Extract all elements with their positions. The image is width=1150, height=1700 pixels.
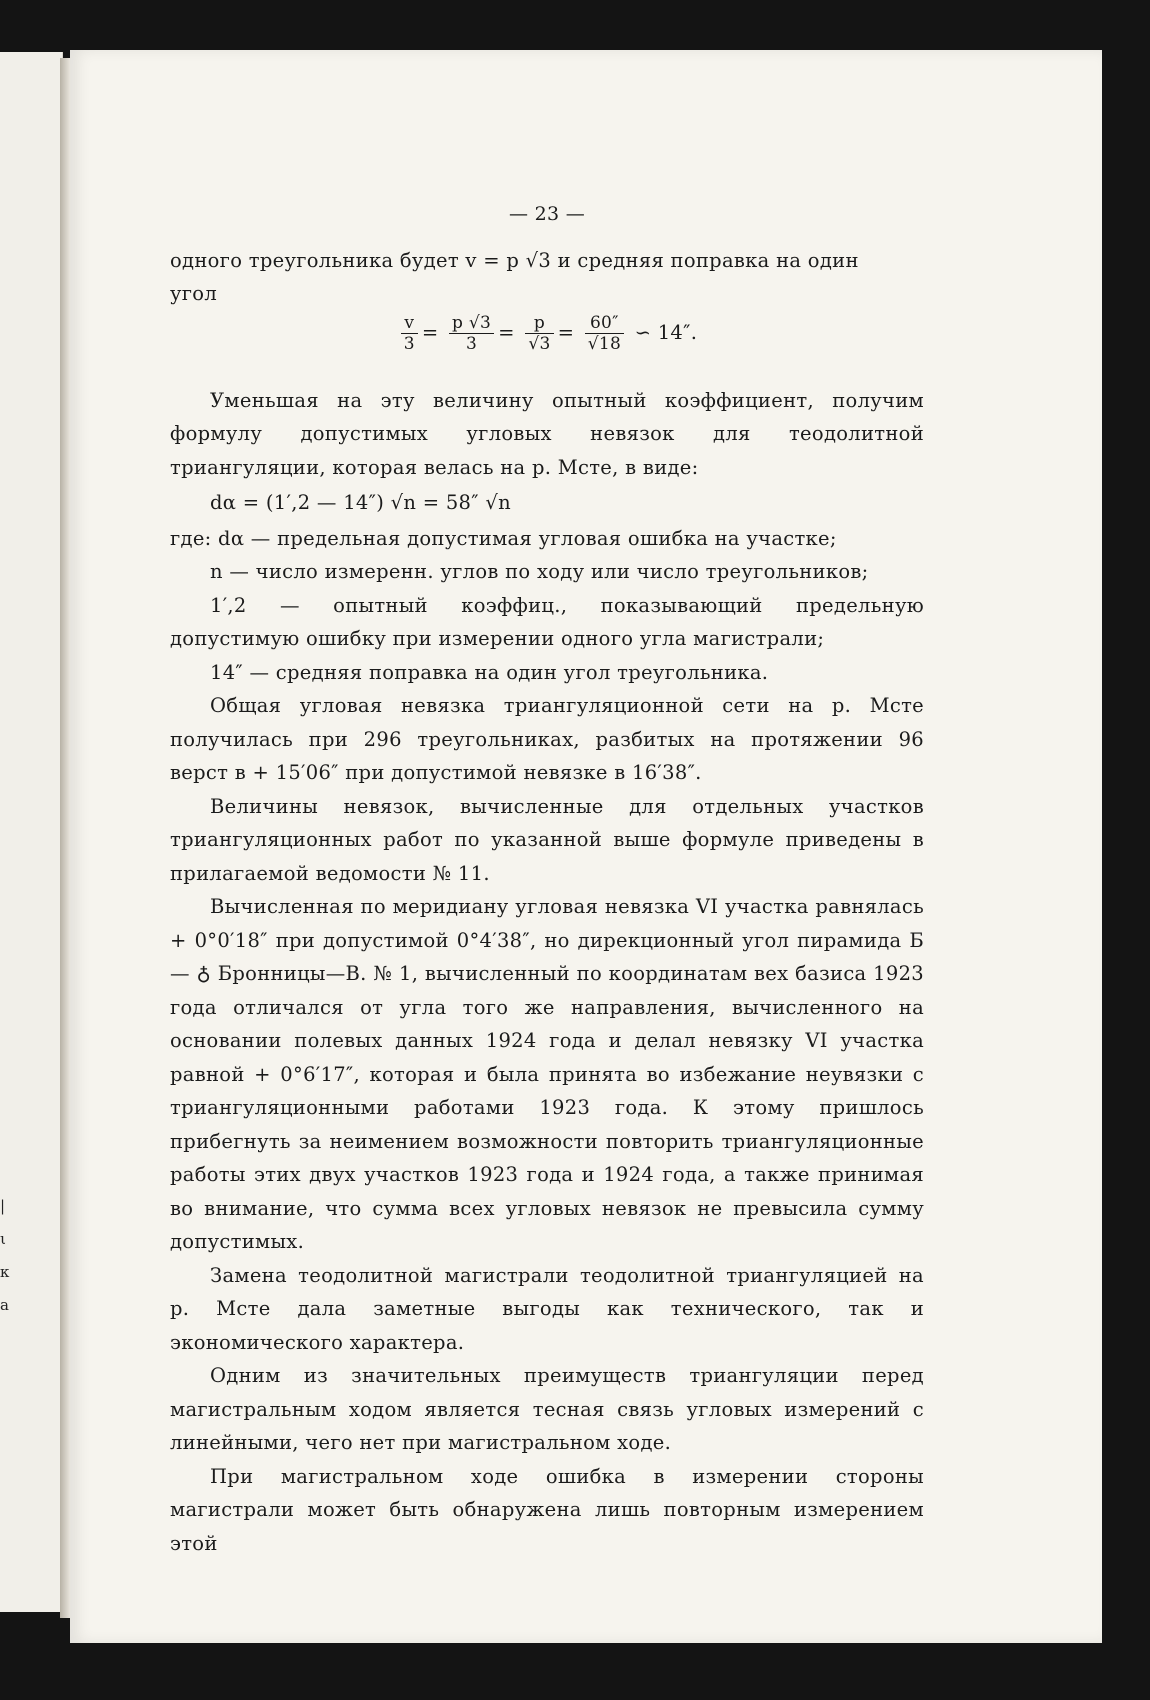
- page-content: [170, 198, 924, 1560]
- facing-page-margin-text: [0, 1190, 20, 1322]
- formula-tolerance: dα = (1′,2 — 14″) √n = 58″ √n: [210, 491, 511, 514]
- paragraph: Вычисленная по меридиану угловая невязка VI участка равнялась + 0°0′18″ при допустимой 0°4′38″, но дирекционный угол пирамида Б— ♁ Бронницы—В. № 1, вычисленный по координатам вех базиса 1923 года отличался от угла того же направления, вычисленного на основании полевых данных 1924 года и делал невязку VI участка равной + 0°6′17″, которая и была принята во избежание неувязки с триангуляционными работами 1923 года. К этому пришлось прибегнуть за неимением возможности повторить триангуляционные работы этих двух участков 1923 года и 1924 года, а также принимая во внимание, что сумма всех угловых невязок не превысила сумму допустимых.: [170, 895, 924, 1253]
- book-gutter: [60, 58, 70, 1618]
- margin-mark: κ: [0, 1263, 10, 1281]
- paragraph: Замена теодолитной магистрали теодолитной триангуляцией на р. Мсте дала заметные выгоды как технического, так и экономического характера.: [170, 1263, 924, 1354]
- paragraph: При магистральном ходе ошибка в измерении стороны магистрали может быть обнаружена лишь повторным измерением этой: [170, 1464, 924, 1555]
- fraction: $\frac{60''}{√18}$: [585, 313, 624, 354]
- definition-line: 14″ — средняя поправка на один угол треугольника.: [210, 660, 769, 684]
- fraction: $\frac{v}{3}$: [401, 313, 418, 354]
- definition-line: где: dα — предельная допустимая угловая ошибка на участке;: [170, 526, 837, 550]
- margin-mark: ι: [0, 1230, 6, 1248]
- formula-result: ∽ 14″.: [634, 320, 698, 344]
- formula-correction: $\frac{v}{3}$ = $\frac{p √3}{3}$ = $\frac{p}{√3}$ = $\frac{60''}{√18}$ ∽ 14″.: [170, 313, 924, 354]
- facing-page: [0, 52, 63, 1612]
- text-line: одного треугольника будет v = p √3 и средняя поправка на один: [170, 248, 859, 272]
- paragraph: Общая угловая невязка триангуляционной сети на р. Мсте получилась при 296 треугольниках, разбитых на протяжении 96 верст в + 15′06″ при допустимой невязке в 16′38″.: [170, 694, 924, 784]
- paragraph: Уменьшая на эту величину опытный коэффициент, получим формулу допустимых угловых невязок для теодолитной триангуляции, которая велась на р. Мсте, в виде:: [170, 388, 924, 479]
- definition-line: 1′,2 — опытный коэффиц., показывающий предельную допустимую ошибку при измерении одного угла магистрали;: [170, 593, 924, 650]
- margin-mark: |: [0, 1197, 6, 1215]
- definition-line: n — число измеренн. углов по ходу или число треугольников;: [210, 560, 869, 583]
- fraction: $\frac{p}{√3}$: [525, 313, 553, 354]
- fraction: $\frac{p √3}{3}$: [449, 313, 494, 354]
- text-line: угол: [170, 282, 218, 305]
- page-number: — 23 —: [508, 203, 586, 225]
- margin-mark: а: [0, 1296, 9, 1314]
- paragraph: Величины невязок, вычисленные для отдельных участков триангуляционных работ по указанной выше формуле приведены в прилагаемой ведомости № 11.: [170, 794, 924, 885]
- document-page: [70, 50, 1102, 1643]
- paragraph: Одним из значительных преимуществ триангуляции перед магистральным ходом является тесная связь угловых измерений с линейными, чего нет при магистральном ходе.: [170, 1364, 924, 1454]
